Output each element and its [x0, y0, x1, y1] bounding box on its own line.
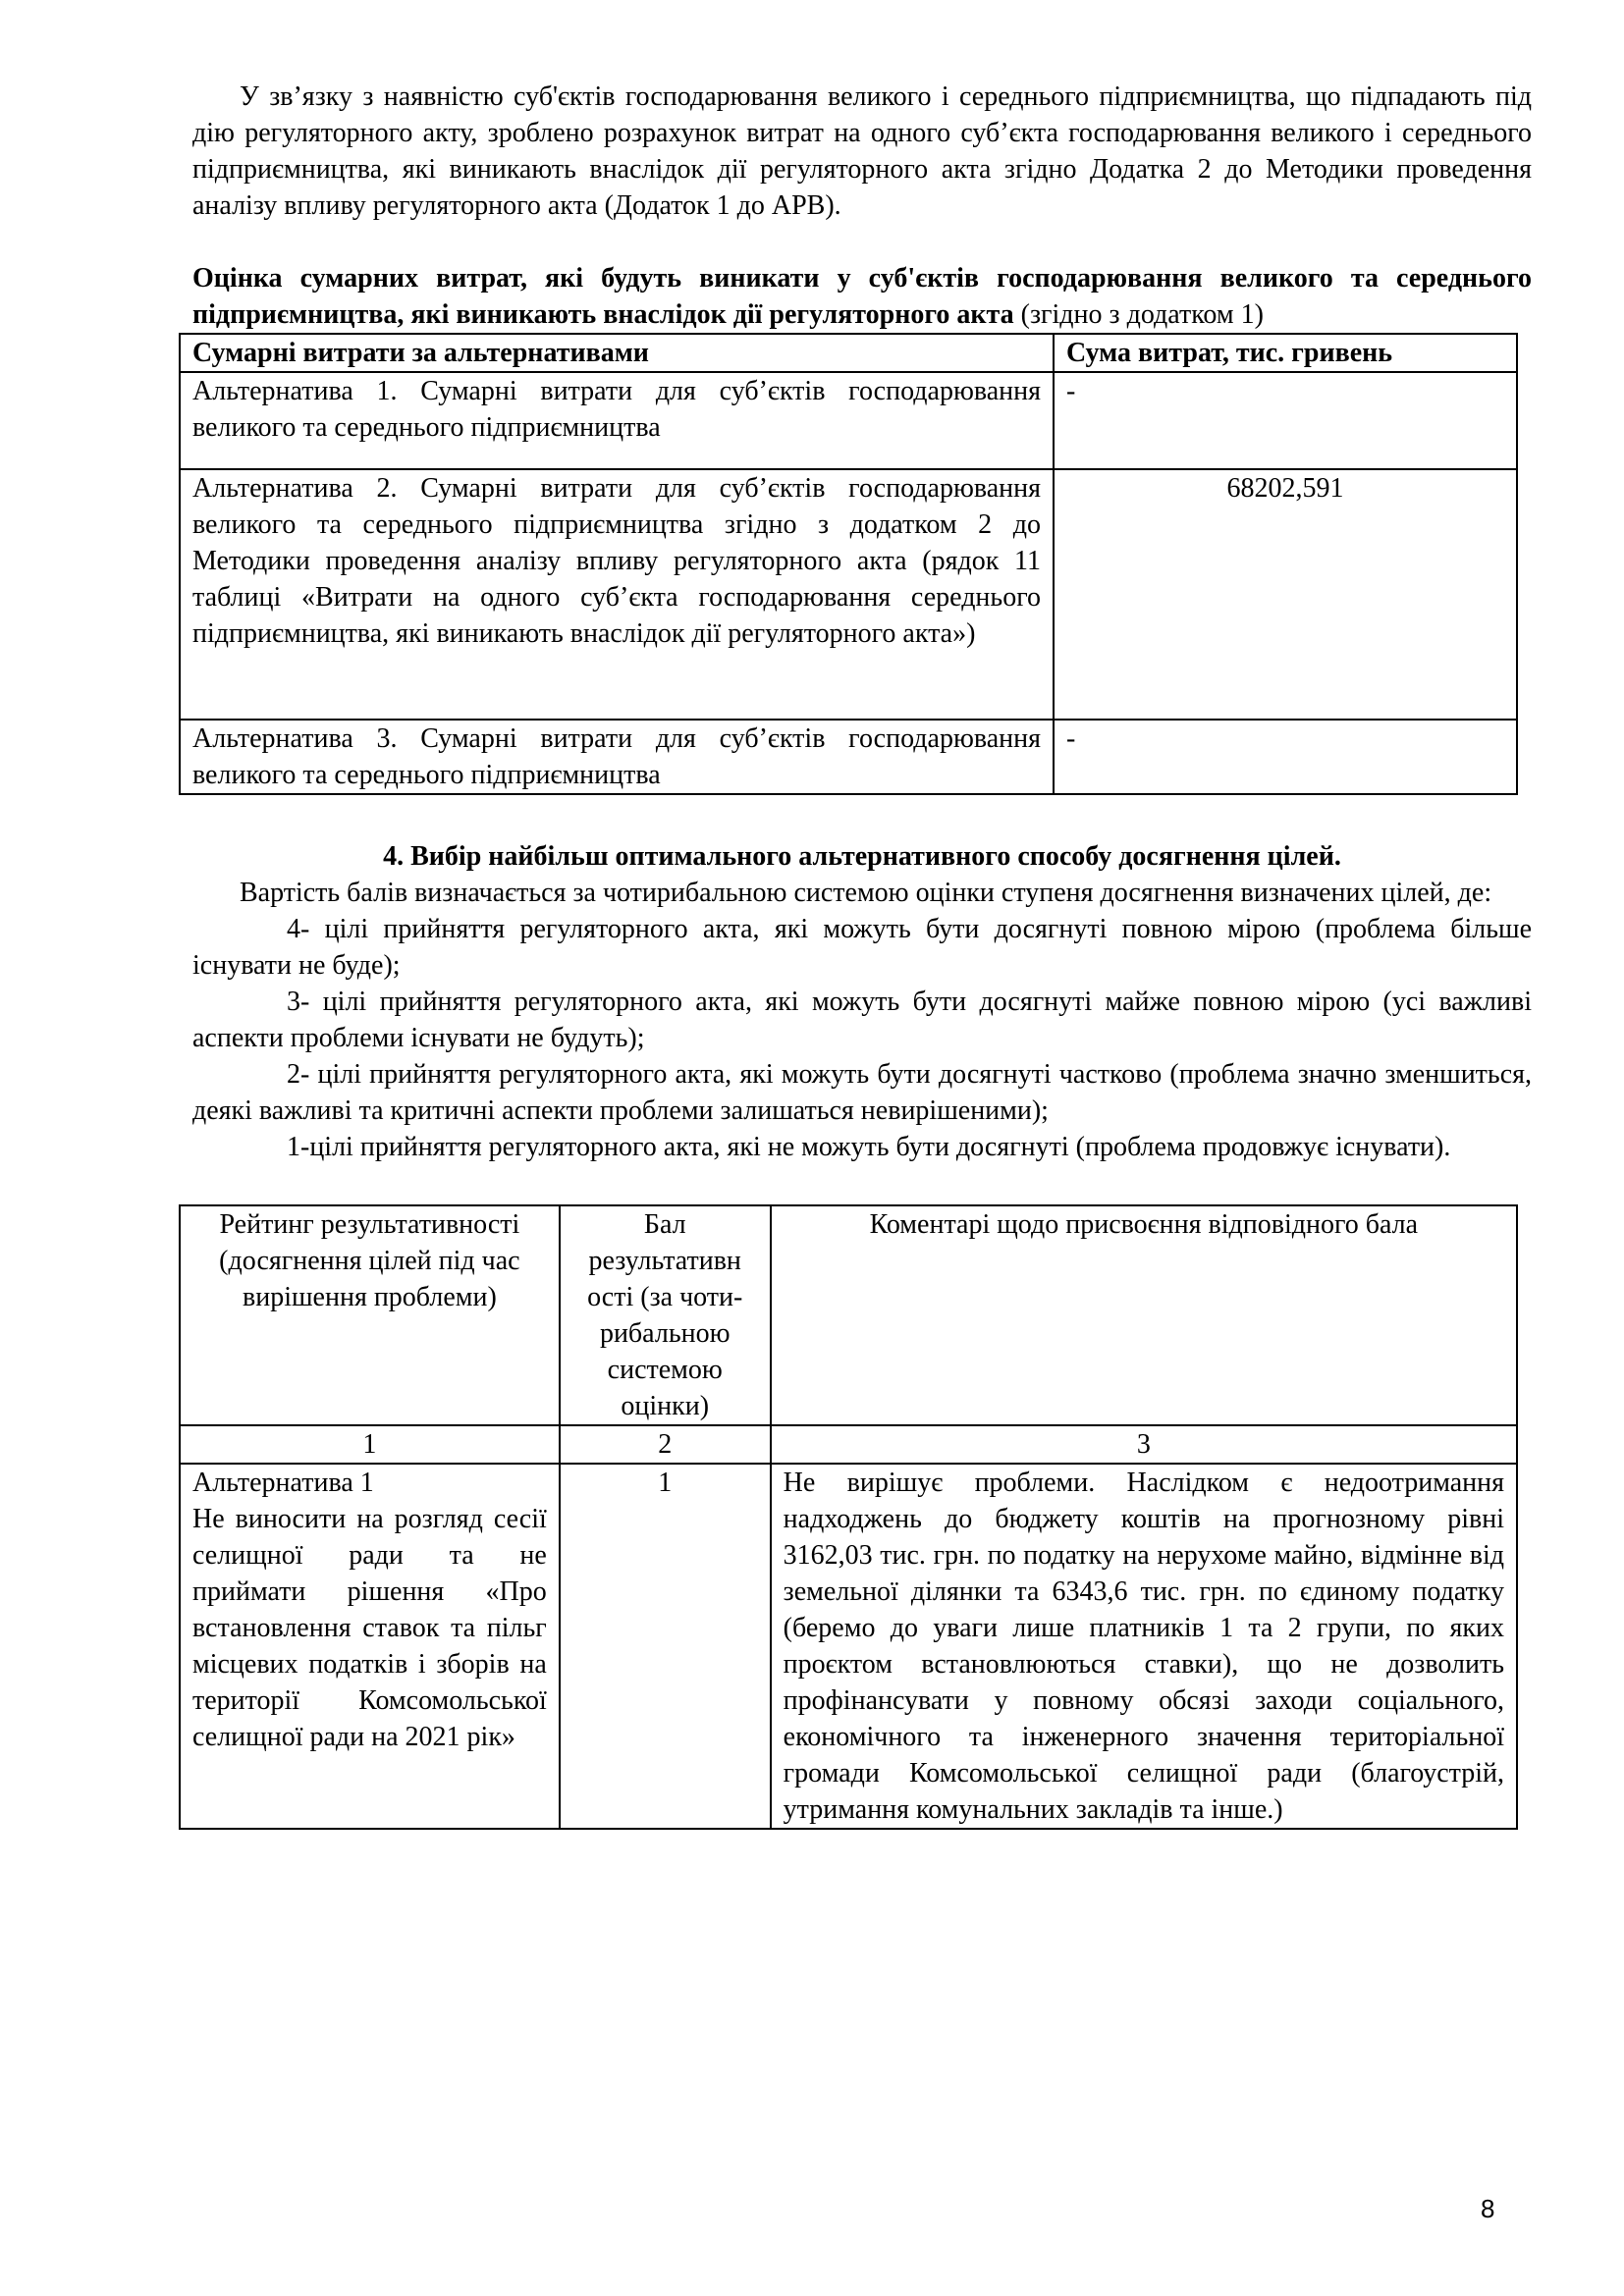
table-row	[180, 469, 1517, 720]
rating-table-header-row	[180, 1205, 1517, 1425]
page-number: 8	[1481, 2194, 1495, 2223]
scoring-item-4: 4- цілі прийняття регуляторного акта, які можуть бути досягнуті повною мірою (проблема більше існувати не буде);	[192, 914, 1532, 981]
costs-heading	[192, 260, 1532, 333]
rating-row-1-alt-text: Не виносити на розгляд сесії селищної ради та не приймати рішення «Про встановлення ставок та пільг місцевих податків і зборів на території Комсомольської селищної ради на 2021 рік»	[192, 1504, 547, 1752]
rating-col-number-2: 2	[560, 1425, 771, 1464]
costs-row-2-label: Альтернатива 2. Сумарні витрати для суб’єктів господарювання великого та середнього підприємництва згідно з додатком 2 до Методики проведення аналізу впливу регуляторного акта (рядок 11 таблиці «Витрати на одного суб’єкта господарювання середнього підприємництва, які виникають внаслідок дії регуляторного акта»)	[180, 469, 1054, 720]
rating-col-number-1: 1	[180, 1425, 560, 1464]
rating-col-number-3: 3	[771, 1425, 1517, 1464]
costs-table	[179, 333, 1518, 795]
document-page	[192, 79, 1532, 1830]
costs-heading-bold: Оцінка сумарних витрат, які будуть виникати у суб'єктів господарювання великого та середнього підприємництва, які виникають внаслідок дії регуляторного акта	[192, 263, 1532, 330]
rating-row-1-alt-title: Альтернатива 1	[192, 1468, 374, 1498]
costs-header-alternatives: Сумарні витрати за альтернативами	[180, 334, 1054, 372]
scoring-item-1: 1-цілі прийняття регуляторного акта, які не можуть бути досягнуті (проблема продовжує існувати).	[287, 1132, 1451, 1162]
costs-row-3-value: -	[1054, 720, 1517, 794]
costs-row-2-value: 68202,591	[1054, 469, 1517, 720]
costs-table-header-row	[180, 334, 1517, 372]
scoring-intro: Вартість балів визначається за чотирибальною системою оцінки ступеня досягнення визначених цілей, де:	[240, 878, 1492, 908]
rating-table-number-row	[180, 1425, 1517, 1464]
table-row	[180, 1464, 1517, 1829]
costs-row-3-label: Альтернатива 3. Сумарні витрати для суб’єктів господарювання великого та середнього підприємництва	[180, 720, 1054, 794]
scoring-item-3: 3- цілі прийняття регуляторного акта, які можуть бути досягнуті майже повною мірою (усі важливі аспекти проблеми існувати не будуть);	[192, 987, 1532, 1053]
section-4-title: 4. Вибір найбільш оптимального альтернативного способу досягнення цілей.	[383, 841, 1341, 872]
rating-header-score: Бал результативн ості (за чоти-рибальною системою оцінки)	[560, 1205, 771, 1425]
costs-row-1-label: Альтернатива 1. Сумарні витрати для суб’єктів господарювання великого та середнього підприємництва	[180, 372, 1054, 469]
table-row	[180, 372, 1517, 469]
intro-paragraph: У зв’язку з наявністю суб'єктів господарювання великого і середнього підприємництва, що підпадають під дію регуляторного акту, зроблено розрахунок витрат на одного суб’єкта господарювання великого і середнього підприємництва, які виникають внаслідок дії регуляторного акта згідно Додатка 2 до Методики проведення аналізу впливу регуляторного акта (Додаток 1 до АРВ).	[192, 81, 1532, 221]
costs-heading-normal: (згідно з додатком 1)	[1013, 299, 1264, 330]
rating-row-1-comment: Не вирішує проблеми. Наслідком є недоотримання надходжень до бюджету коштів на прогнозному рівні 3162,03 тис. грн. по податку на нерухоме майно, відмінне від земельної ділянки та 6343,6 тис. грн. по єдиному податку (беремо до уваги лише платників 1 та 2 групи, по яких проєктом встановлюються ставки), що не дозволить профінансувати у повному обсязі заходи соціального, економічного та інженерного значення територіальної громади Комсомольської селищної ради (благоустрій, утримання комунальних закладів та інше.)	[771, 1464, 1517, 1829]
costs-header-sum: Сума витрат, тис. гривень	[1054, 334, 1517, 372]
table-row	[180, 720, 1517, 794]
rating-row-1-alternative	[180, 1464, 560, 1829]
costs-row-1-value: -	[1054, 372, 1517, 469]
scoring-item-2: 2- цілі прийняття регуляторного акта, які можуть бути досягнуті частково (проблема значно зменшиться, деякі важливі та критичні аспекти проблеми залишаться невирішеними);	[192, 1059, 1532, 1126]
rating-row-1-score: 1	[560, 1464, 771, 1829]
rating-table	[179, 1204, 1518, 1830]
rating-header-comment: Коментарі щодо присвоєння відповідного бала	[771, 1205, 1517, 1425]
rating-header-rating: Рейтинг результативності (досягнення цілей під час вирішення проблеми)	[180, 1205, 560, 1425]
